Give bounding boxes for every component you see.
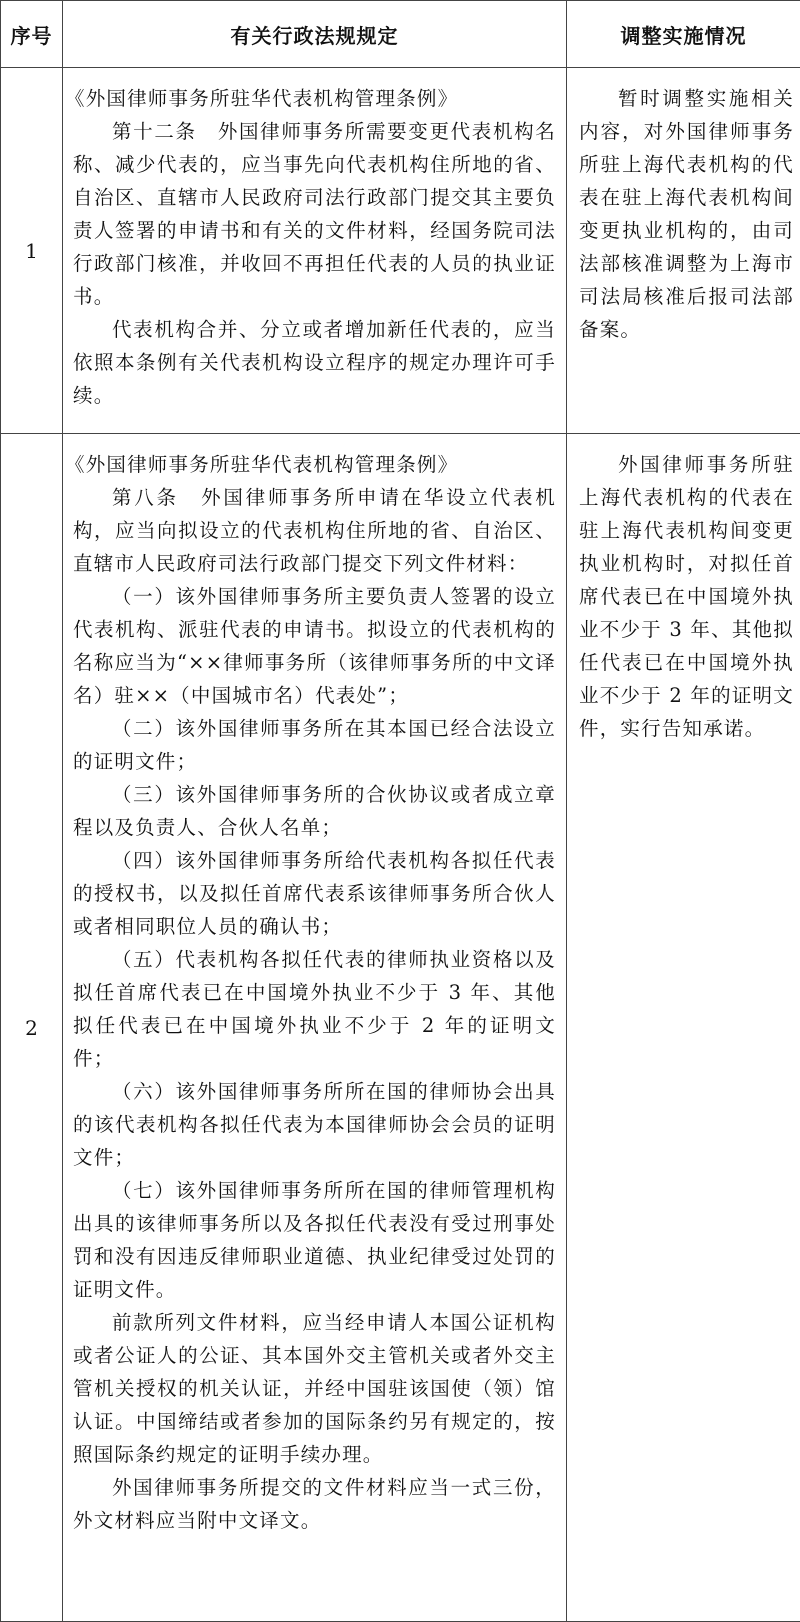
- table-header-row: [1, 1, 800, 68]
- adjustment-text: 暂时调整实施相关内容，对外国律师事务所驻上海代表机构的代表在驻上海代表机构间变更执业机构的，由司法部核准调整为上海市司法局核准后报司法部备案。: [579, 82, 794, 346]
- regulation-paragraph: 代表机构合并、分立或者增加新任代表的，应当依照本条例有关代表机构设立程序的规定办理许可手续。: [73, 313, 556, 412]
- regulation-paragraph: 外国律师事务所提交的文件材料应当一式三份，外文材料应当附中文译文。: [73, 1471, 556, 1537]
- adjustment-cell: [567, 434, 800, 1622]
- regulation-paragraph: （二）该外国律师事务所在其本国已经合法设立的证明文件；: [73, 712, 556, 778]
- regulation-paragraph: （三）该外国律师事务所的合伙协议或者成立章程以及负责人、合伙人名单；: [73, 778, 556, 844]
- regulation-paragraph: （四）该外国律师事务所给代表机构各拟任代表的授权书，以及拟任首席代表系该律师事务所合伙人或者相同职位人员的确认书；: [73, 844, 556, 943]
- regulation-paragraph: （五）代表机构各拟任代表的律师执业资格以及拟任首席代表已在中国境外执业不少于 3 年、其他拟任代表已在中国境外执业不少于 2 年的证明文件；: [73, 943, 556, 1075]
- law-title: 《外国律师事务所驻华代表机构管理条例》: [73, 448, 556, 481]
- regulation-paragraph: （七）该外国律师事务所所在国的律师管理机构出具的该律师事务所以及各拟任代表没有受过刑事处罚和没有因违反律师职业道德、执业纪律受过处罚的证明文件。: [73, 1174, 556, 1306]
- regulation-paragraph: 第八条 外国律师事务所申请在华设立代表机构，应当向拟设立的代表机构住所地的省、自治区、直辖市人民政府司法行政部门提交下列文件材料：: [73, 481, 556, 580]
- regulation-paragraph: 前款所列文件材料，应当经申请人本国公证机构或者公证人的公证、其本国外交主管机关或者外交主管机关授权的机关认证，并经中国驻该国使（领）馆认证。中国缔结或者参加的国际条约另有规定的，按照国际条约规定的证明手续办理。: [73, 1306, 556, 1471]
- law-title: 《外国律师事务所驻华代表机构管理条例》: [73, 82, 556, 115]
- regulation-paragraph: （六）该外国律师事务所所在国的律师协会出具的该代表机构各拟任代表为本国律师协会会员的证明文件；: [73, 1075, 556, 1174]
- header-number: 序号: [1, 1, 63, 68]
- row-number: 1: [1, 68, 63, 434]
- adjustment-text: 外国律师事务所驻上海代表机构的代表在驻上海代表机构间变更执业机构时，对拟任首席代表已在中国境外执业不少于 3 年、其他拟任代表已在中国境外执业不少于 2 年的证明文件，实行告知承诺。: [579, 448, 794, 745]
- row-number: 2: [1, 434, 63, 1622]
- header-adjustment: 调整实施情况: [567, 1, 800, 68]
- regulation-cell: [63, 434, 567, 1622]
- regulation-paragraph: 第十二条 外国律师事务所需要变更代表机构名称、减少代表的，应当事先向代表机构住所地的省、自治区、直辖市人民政府司法行政部门提交其主要负责人签署的申请书和有关的文件材料，经国务院司法行政部门核准，并收回不再担任代表的人员的执业证书。: [73, 115, 556, 313]
- adjustment-cell: [567, 68, 800, 434]
- regulation-cell: [63, 68, 567, 434]
- table-row: [1, 434, 800, 1622]
- header-regulation: 有关行政法规规定: [63, 1, 567, 68]
- table-row: [1, 68, 800, 434]
- regulation-paragraph: （一）该外国律师事务所主要负责人签署的设立代表机构、派驻代表的申请书。拟设立的代表机构的名称应当为“××律师事务所（该律师事务所的中文译名）驻××（中国城市名）代表处”；: [73, 580, 556, 712]
